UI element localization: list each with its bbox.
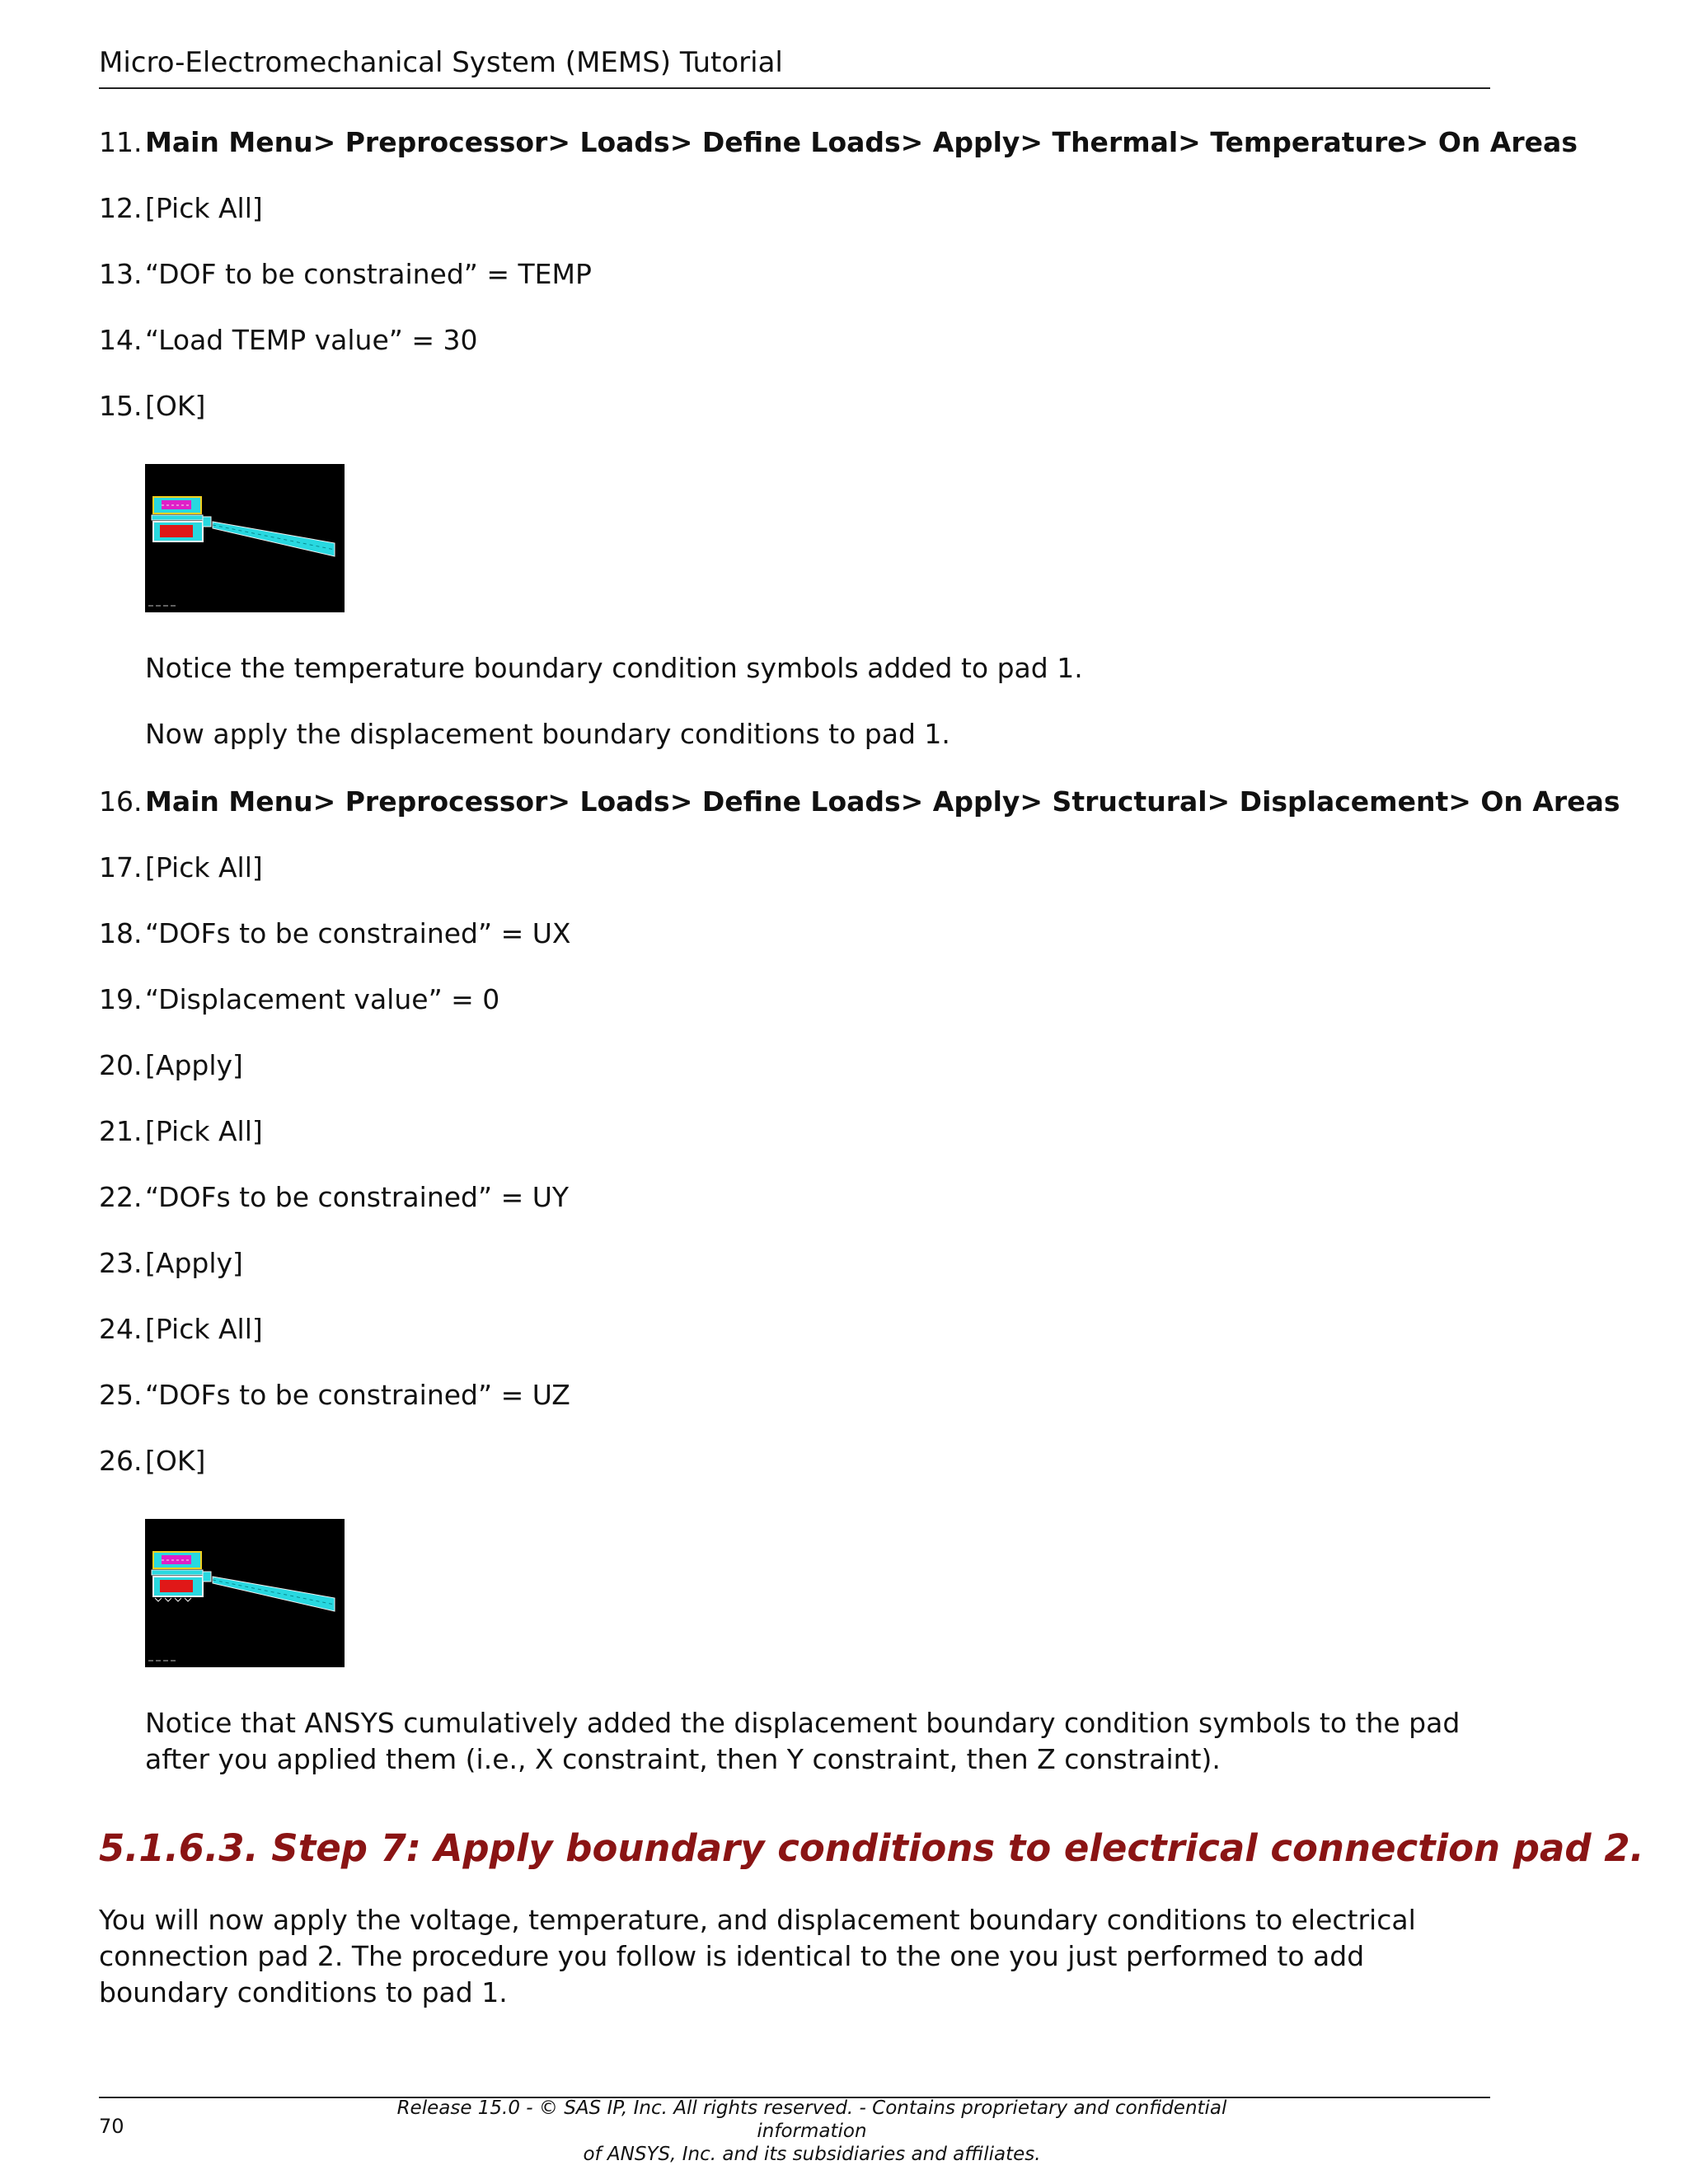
step-number: 14.	[99, 324, 143, 356]
header-rule	[99, 87, 1490, 89]
section-paragraph: You will now apply the voltage, temperature, and displacement boundary conditions to electrical connection pad 2. The procedure you follow is identical to the one you just performed to add boundary conditions to pad 1.	[99, 1904, 1416, 2008]
step-number: 24.	[99, 1313, 143, 1345]
step-11	[99, 126, 1578, 159]
step-text: “DOFs to be constrained” = UY	[145, 1181, 570, 1213]
section-heading: 5.1.6.3. Step 7: Apply boundary conditions to electrical connection pad 2.	[99, 1826, 1644, 1870]
step-number: 15.	[99, 390, 143, 422]
note-cumulative-displacement: Notice that ANSYS cumulatively added the displacement boundary condition symbols to the pad after you applied them (i.e., X constraint, then Y constraint, then Z constraint).	[145, 1707, 1461, 1775]
menu-path: Main Menu> Preprocessor> Loads> Define Loads> Apply> Thermal> Temperature> On Areas	[145, 126, 1578, 158]
step-text: “Displacement value” = 0	[145, 983, 500, 1015]
step-number: 26.	[99, 1445, 143, 1477]
step-text: [Pick All]	[145, 851, 263, 883]
step-16	[99, 785, 1620, 818]
model-plot-image	[145, 1519, 345, 1667]
step-text: [Apply]	[145, 1247, 243, 1279]
step-text: [Pick All]	[145, 1115, 263, 1147]
step-23	[99, 1247, 243, 1280]
step-number: 13.	[99, 258, 143, 290]
step-number: 12.	[99, 192, 143, 224]
step-12	[99, 192, 263, 225]
step-25	[99, 1379, 570, 1412]
page-number: 70	[99, 2115, 124, 2138]
step-text: [Pick All]	[145, 192, 263, 224]
model-plot-image	[145, 464, 345, 612]
note-temperature-symbols: Notice the temperature boundary condition symbols added to pad 1.	[145, 652, 1083, 684]
header-title: Micro-Electromechanical System (MEMS) Tutorial	[99, 46, 783, 79]
step-text: “Load TEMP value” = 30	[145, 324, 478, 356]
step-26	[99, 1445, 205, 1478]
step-number: 16.	[99, 785, 143, 818]
step-number: 25.	[99, 1379, 143, 1411]
figure-temperature-bc	[145, 464, 345, 612]
step-text: [OK]	[145, 1445, 206, 1477]
step-number: 11.	[99, 126, 143, 158]
step-18	[99, 917, 570, 950]
step-number: 23.	[99, 1247, 143, 1279]
step-14	[99, 324, 477, 357]
step-17	[99, 851, 263, 884]
step-20	[99, 1049, 243, 1082]
step-number: 19.	[99, 983, 143, 1015]
step-13	[99, 258, 592, 291]
step-text: [Apply]	[145, 1049, 243, 1081]
step-19	[99, 983, 499, 1016]
step-text: [OK]	[145, 390, 206, 422]
footer-line-2: of ANSYS, Inc. and its subsidiaries and affiliates.	[583, 2144, 1041, 2165]
step-21	[99, 1115, 263, 1148]
step-15	[99, 390, 205, 423]
step-number: 18.	[99, 917, 143, 949]
step-text: [Pick All]	[145, 1313, 263, 1345]
step-number: 21.	[99, 1115, 143, 1147]
step-number: 22.	[99, 1181, 143, 1213]
figure-displacement-bc	[145, 1519, 345, 1667]
step-text: “DOFs to be constrained” = UZ	[145, 1379, 570, 1411]
footer-line-1: Release 15.0 - © SAS IP, Inc. All rights reserved. - Contains proprietary and confidential information	[396, 2097, 1227, 2142]
step-text: “DOFs to be constrained” = UX	[145, 917, 571, 949]
step-24	[99, 1313, 263, 1346]
step-22	[99, 1181, 569, 1214]
footer-copyright	[363, 2097, 1261, 2166]
note-apply-displacement: Now apply the displacement boundary conditions to pad 1.	[145, 718, 950, 750]
menu-path: Main Menu> Preprocessor> Loads> Define Loads> Apply> Structural> Displacement> On Areas	[145, 785, 1620, 818]
step-number: 17.	[99, 851, 143, 883]
step-text: “DOF to be constrained” = TEMP	[145, 258, 592, 290]
step-number: 20.	[99, 1049, 143, 1081]
